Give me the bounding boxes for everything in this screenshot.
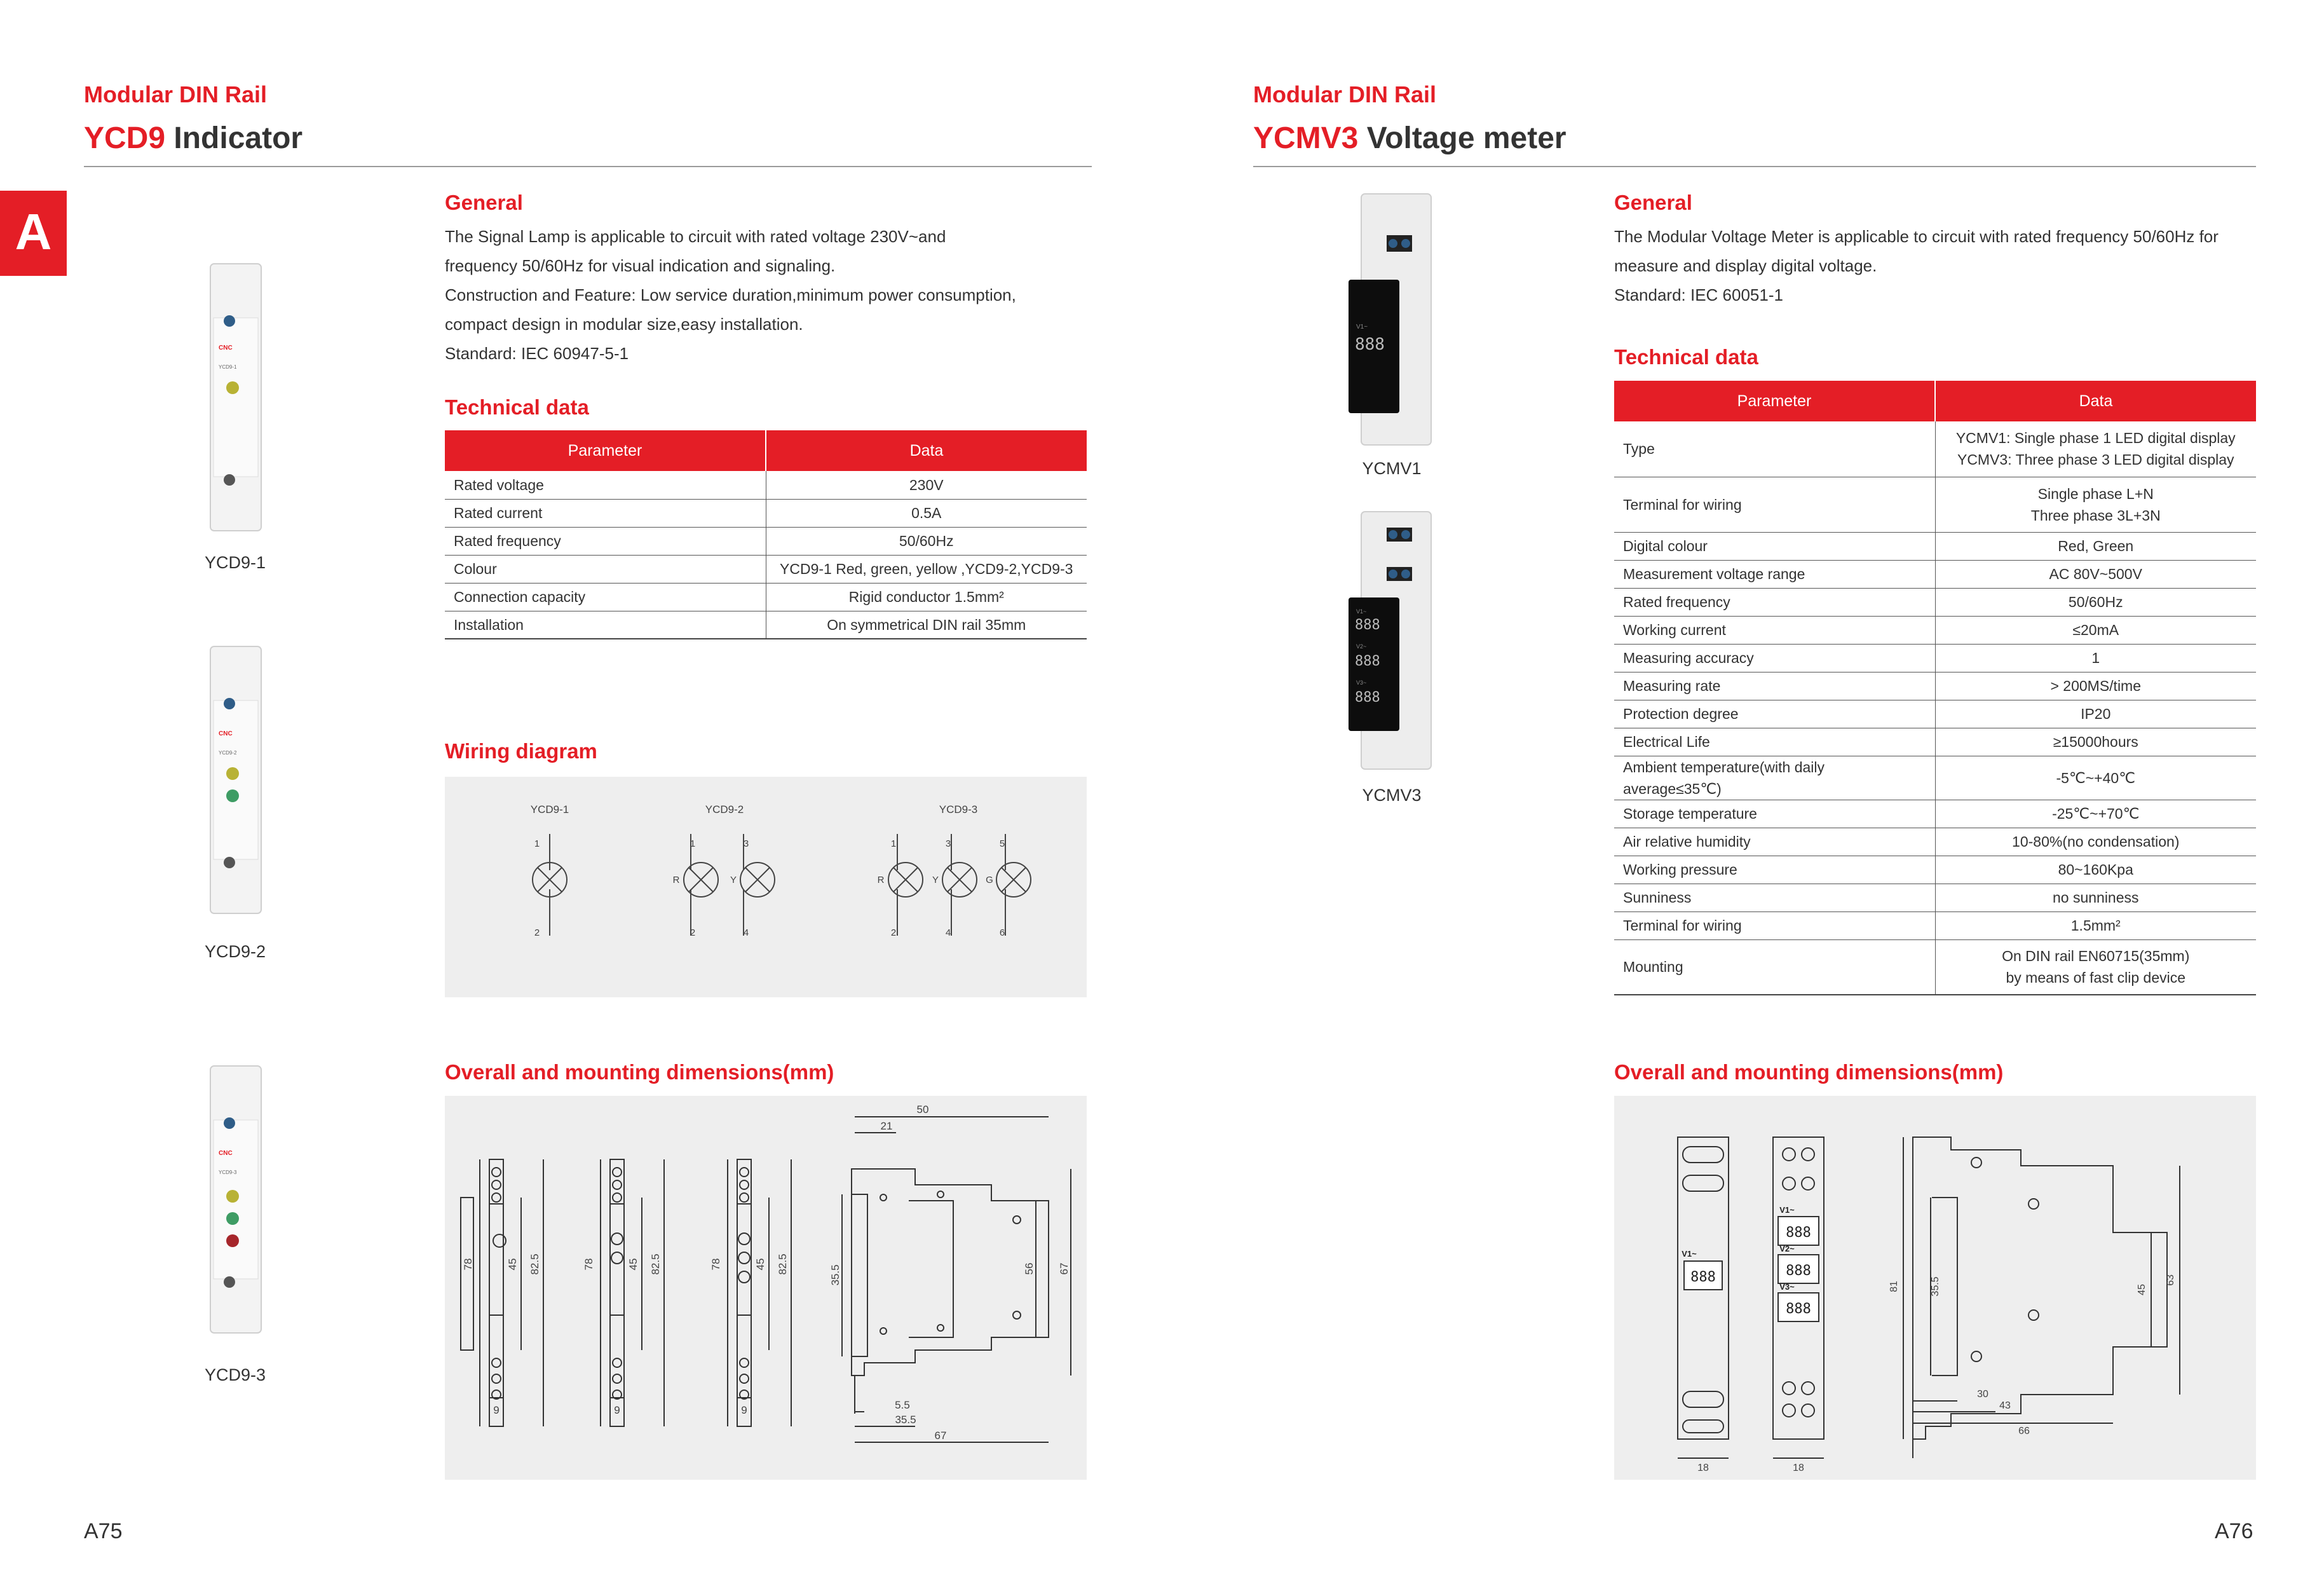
table-row — [1614, 644, 2256, 672]
general-line: measure and display digital voltage. — [1614, 256, 1877, 275]
table-header-row — [445, 430, 1087, 471]
device-label: YCD9-2 — [219, 750, 237, 756]
brand-logo: CNC — [219, 1150, 233, 1157]
param-cell: Type — [1614, 421, 1935, 477]
indicator-lamp — [226, 1234, 239, 1247]
section-tab-a: A — [0, 191, 67, 276]
dimension-label: 78 — [583, 1258, 595, 1271]
indicator-lamp — [226, 381, 239, 394]
phase-label: V2~ — [1356, 643, 1367, 650]
value-line: YCMV1: Single phase 1 LED digital display — [1955, 430, 2236, 447]
dimension-label: 5.5 — [895, 1399, 910, 1411]
value-cell: > 200MS/time — [1935, 672, 2256, 700]
ycd9-dimension-drawing — [445, 1096, 1087, 1480]
dimension-label: 35.5 — [829, 1264, 841, 1286]
dimension-label: 45 — [2137, 1284, 2147, 1295]
table-row — [1614, 828, 2256, 856]
terminal-screw-icon — [1389, 239, 1397, 248]
table-row — [445, 583, 1087, 611]
digit-display: 888 — [1690, 1269, 1716, 1285]
value-cell: no sunniness — [1935, 884, 2256, 911]
digit-display: 888 — [1786, 1301, 1811, 1317]
right-series-title: Modular DIN Rail — [1253, 81, 1437, 107]
table-row — [1614, 672, 2256, 700]
right-model-name: YCMV3 — [1253, 121, 1359, 155]
wiring-model-label: YCD9-2 — [705, 803, 744, 816]
col-data-header: Data — [1935, 381, 2256, 421]
table-row — [1614, 616, 2256, 644]
param-cell: Colour — [445, 555, 766, 583]
terminal-screw-icon — [1401, 239, 1410, 248]
product-caption: YCMV1 — [1362, 459, 1422, 478]
value-cell: 0.5A — [766, 499, 1087, 527]
table-row — [1614, 856, 2256, 884]
table-row — [1614, 421, 2256, 477]
wiring-model-label: YCD9-3 — [939, 803, 978, 816]
dimension-label: 35.5 — [1930, 1276, 1941, 1297]
col-parameter-header: Parameter — [1614, 381, 1935, 421]
device-label: YCD9-1 — [219, 364, 237, 370]
wiring-model-label: YCD9-1 — [530, 803, 569, 816]
right-technical-table — [1614, 381, 2256, 995]
terminal-label: 4 — [743, 927, 749, 938]
param-cell: Working current — [1614, 616, 1935, 644]
dimension-label: 67 — [934, 1430, 947, 1442]
terminal-screw-icon — [1389, 570, 1397, 578]
value-cell — [1935, 939, 2256, 995]
terminal-label: 4 — [945, 927, 951, 938]
value-cell: AC 80V~500V — [1935, 560, 2256, 588]
param-cell: Rated frequency — [445, 527, 766, 555]
ycd9-1-device — [207, 261, 264, 534]
terminal-label: 1 — [690, 838, 696, 849]
table-row — [1614, 588, 2256, 616]
table-row — [1614, 560, 2256, 588]
ycmv3-device — [1342, 509, 1444, 775]
dimension-label: 78 — [710, 1258, 722, 1271]
left-dimensions-panel — [445, 1096, 1087, 1480]
digit-display: 888 — [1355, 617, 1380, 633]
dimension-label: 50 — [916, 1103, 929, 1116]
general-line: Standard: IEC 60051-1 — [1614, 285, 1783, 304]
table-row — [1614, 477, 2256, 532]
dimension-label: 45 — [627, 1258, 639, 1271]
terminal-screw-icon — [224, 474, 235, 486]
left-series-title: Modular DIN Rail — [84, 81, 268, 107]
terminal-screw-icon — [224, 1117, 235, 1129]
left-model-name: YCD9 — [84, 121, 166, 155]
product-caption: YCD9-1 — [204, 553, 266, 572]
general-line: Construction and Feature: Low service duration,minimum power consumption, — [445, 285, 1016, 304]
product-caption: YCD9-3 — [204, 1365, 266, 1384]
right-dimensions-panel — [1614, 1096, 2256, 1480]
ycd9-3-device — [207, 1063, 264, 1336]
terminal-label: 1 — [534, 838, 540, 849]
value-cell: 1 — [1935, 644, 2256, 672]
value-cell: 80~160Kpa — [1935, 856, 2256, 884]
table-row — [1614, 728, 2256, 756]
left-technical-table — [445, 430, 1087, 639]
dimension-label: 63 — [2165, 1274, 2176, 1286]
right-title-rule — [1253, 166, 2256, 167]
value-cell: 50/60Hz — [766, 527, 1087, 555]
product-caption: YCMV3 — [1362, 786, 1422, 805]
value-cell — [1935, 477, 2256, 532]
table-row — [1614, 532, 2256, 560]
general-line: Standard: IEC 60947-5-1 — [445, 344, 629, 363]
product-image-ycmv1 — [1342, 191, 1444, 451]
value-cell: -5℃~+40℃ — [1935, 756, 2256, 800]
indicator-lamp — [226, 1190, 239, 1203]
phase-label: V1~ — [1356, 324, 1368, 331]
terminal-screw-icon — [1401, 570, 1410, 578]
col-data-header: Data — [766, 430, 1087, 471]
lamp-color-letter: Y — [932, 875, 939, 885]
wiring-heading: Wiring diagram — [445, 739, 597, 763]
terminal-label: 2 — [534, 927, 540, 938]
param-cell: Connection capacity — [445, 583, 766, 611]
value-line: On DIN rail EN60715(35mm) — [2002, 948, 2190, 965]
table-row — [445, 527, 1087, 555]
param-cell: Air relative humidity — [1614, 828, 1935, 856]
lamp-color-letter: R — [877, 875, 885, 885]
lamp-color-letter: Y — [730, 875, 737, 885]
dimension-label: 45 — [506, 1258, 519, 1271]
terminal-label: 3 — [945, 838, 951, 849]
param-cell: Terminal for wiring — [1614, 911, 1935, 939]
value-line: YCMV3: Three phase 3 LED digital display — [1957, 451, 2234, 468]
right-general-heading: General — [1614, 191, 1692, 214]
ycmv-dimension-drawing — [1614, 1096, 2256, 1480]
terminal-screw-icon — [224, 698, 235, 709]
terminal-screw-icon — [1389, 530, 1397, 539]
phase-label: V2~ — [1779, 1244, 1795, 1253]
left-dimensions-heading: Overall and mounting dimensions(mm) — [445, 1060, 834, 1084]
dimension-label: 9 — [741, 1404, 747, 1416]
right-general-text — [1614, 222, 2269, 310]
value-cell: On symmetrical DIN rail 35mm — [766, 611, 1087, 639]
value-cell: ≤20mA — [1935, 616, 2256, 644]
phase-label: V3~ — [1356, 679, 1367, 686]
table-row — [445, 499, 1087, 527]
left-technical-heading: Technical data — [445, 395, 589, 419]
right-product-title — [1253, 121, 1566, 156]
indicator-lamp — [226, 1212, 239, 1225]
value-cell: 10-80%(no condensation) — [1935, 828, 2256, 856]
product-image-ycd9-1 — [207, 261, 264, 534]
dimension-label: 56 — [1023, 1262, 1035, 1275]
value-cell: 50/60Hz — [1935, 588, 2256, 616]
digit-display: 888 — [1355, 690, 1380, 706]
terminal-screw-icon — [224, 857, 235, 868]
dimension-label: 81 — [1889, 1281, 1899, 1292]
dimension-label: 45 — [754, 1258, 766, 1271]
indicator-lamp — [226, 767, 239, 780]
value-cell: 230V — [766, 471, 1087, 499]
table-row — [1614, 800, 2256, 828]
dimension-label: 18 — [1793, 1463, 1804, 1473]
ycmv1-device — [1342, 191, 1444, 451]
page-number-right: A76 — [2215, 1519, 2253, 1543]
dimension-label: 9 — [614, 1404, 620, 1416]
right-product-name: Voltage meter — [1366, 121, 1566, 155]
left-general-text — [445, 222, 1106, 368]
param-cell: Rated voltage — [445, 471, 766, 499]
param-cell: Measuring accuracy — [1614, 644, 1935, 672]
table-header-row — [1614, 381, 2256, 421]
param-cell: Electrical Life — [1614, 728, 1935, 756]
param-cell: Digital colour — [1614, 532, 1935, 560]
dimension-label: 30 — [1977, 1389, 1988, 1400]
terminal-screw-icon — [1401, 530, 1410, 539]
param-cell: Working pressure — [1614, 856, 1935, 884]
left-title-rule — [84, 166, 1092, 167]
value-line: Single phase L+N — [2037, 485, 2154, 502]
param-cell: Storage temperature — [1614, 800, 1935, 828]
dimension-label: 35.5 — [895, 1414, 916, 1426]
value-cell: YCD9-1 Red, green, yellow ,YCD9-2,YCD9-3 — [766, 555, 1087, 583]
table-row — [1614, 939, 2256, 995]
param-cell: Mounting — [1614, 939, 1935, 995]
dimension-label: 82.5 — [649, 1253, 662, 1275]
dimension-label: 66 — [2018, 1426, 2030, 1437]
table-row — [445, 611, 1087, 639]
terminal-label: 6 — [999, 927, 1005, 938]
value-cell: Red, Green — [1935, 532, 2256, 560]
value-cell: -25℃~+70℃ — [1935, 800, 2256, 828]
ycd9-2-device — [207, 643, 264, 917]
param-cell: Terminal for wiring — [1614, 477, 1935, 532]
dimension-label: 21 — [880, 1120, 893, 1132]
general-line: The Signal Lamp is applicable to circuit with rated voltage 230V~and — [445, 227, 946, 246]
general-line: compact design in modular size,easy installation. — [445, 315, 803, 334]
value-cell: 1.5mm² — [1935, 911, 2256, 939]
dimension-label: 82.5 — [777, 1253, 789, 1275]
phase-label: V1~ — [1356, 608, 1367, 615]
value-cell — [1935, 421, 2256, 477]
phase-label: V1~ — [1779, 1205, 1795, 1215]
general-line: The Modular Voltage Meter is applicable to circuit with rated frequency 50/60Hz for — [1614, 227, 2219, 246]
table-row — [1614, 911, 2256, 939]
terminal-screw-icon — [224, 315, 235, 327]
table-row — [1614, 756, 2256, 800]
dimension-label: 82.5 — [529, 1253, 541, 1275]
dimension-label: 9 — [493, 1404, 499, 1416]
value-cell: IP20 — [1935, 700, 2256, 728]
left-general-heading: General — [445, 191, 523, 214]
value-line: by means of fast clip device — [2006, 969, 2186, 986]
value-cell: Rigid conductor 1.5mm² — [766, 583, 1087, 611]
table-row — [445, 555, 1087, 583]
terminal-label: 2 — [890, 927, 897, 938]
page-number-left: A75 — [84, 1519, 123, 1543]
param-cell: Protection degree — [1614, 700, 1935, 728]
terminal-label: 3 — [743, 838, 749, 849]
brand-logo: CNC — [219, 345, 233, 352]
param-cell: Rated frequency — [1614, 588, 1935, 616]
dimension-label: 18 — [1697, 1463, 1709, 1473]
brand-logo: CNC — [219, 730, 233, 737]
left-product-name: Indicator — [173, 121, 303, 155]
right-technical-heading: Technical data — [1614, 345, 1758, 369]
param-cell: Ambient temperature(with daily average≤35℃) — [1614, 756, 1935, 800]
digit-display: 888 — [1786, 1225, 1811, 1241]
lamp-color-letter: R — [672, 875, 680, 885]
value-cell: ≥15000hours — [1935, 728, 2256, 756]
terminal-label: 1 — [890, 838, 897, 849]
dimension-label: 43 — [1999, 1400, 2011, 1411]
param-cell: Measuring rate — [1614, 672, 1935, 700]
product-image-ycd9-2 — [207, 643, 264, 917]
right-dimensions-heading: Overall and mounting dimensions(mm) — [1614, 1060, 2004, 1084]
col-parameter-header: Parameter — [445, 430, 766, 471]
table-row — [1614, 884, 2256, 911]
digit-display: 888 — [1355, 335, 1385, 354]
dimension-label: 78 — [462, 1258, 474, 1271]
terminal-screw-icon — [224, 1276, 235, 1288]
product-image-ycmv3 — [1342, 509, 1444, 775]
param-cell: Rated current — [445, 499, 766, 527]
digit-display: 888 — [1786, 1263, 1811, 1279]
param-cell: Measurement voltage range — [1614, 560, 1935, 588]
terminal-label: 5 — [999, 838, 1005, 849]
general-line: frequency 50/60Hz for visual indication and signaling. — [445, 256, 836, 275]
product-image-ycd9-3 — [207, 1063, 264, 1336]
product-caption: YCD9-2 — [204, 942, 266, 961]
phase-label: V3~ — [1779, 1282, 1795, 1292]
dimension-label: 67 — [1058, 1262, 1070, 1275]
value-line: Three phase 3L+3N — [2030, 507, 2161, 524]
wiring-diagram-panel — [445, 777, 1087, 997]
table-row — [1614, 700, 2256, 728]
lamp-color-letter: G — [986, 875, 993, 885]
table-row — [445, 471, 1087, 499]
wiring-diagram — [445, 777, 1087, 997]
phase-label: V1~ — [1682, 1249, 1697, 1259]
device-label: YCD9-3 — [219, 1170, 237, 1175]
digit-display: 888 — [1355, 653, 1380, 669]
indicator-lamp — [226, 789, 239, 802]
terminal-label: 2 — [690, 927, 696, 938]
left-product-title — [84, 121, 302, 156]
param-cell: Sunniness — [1614, 884, 1935, 911]
param-cell: Installation — [445, 611, 766, 639]
